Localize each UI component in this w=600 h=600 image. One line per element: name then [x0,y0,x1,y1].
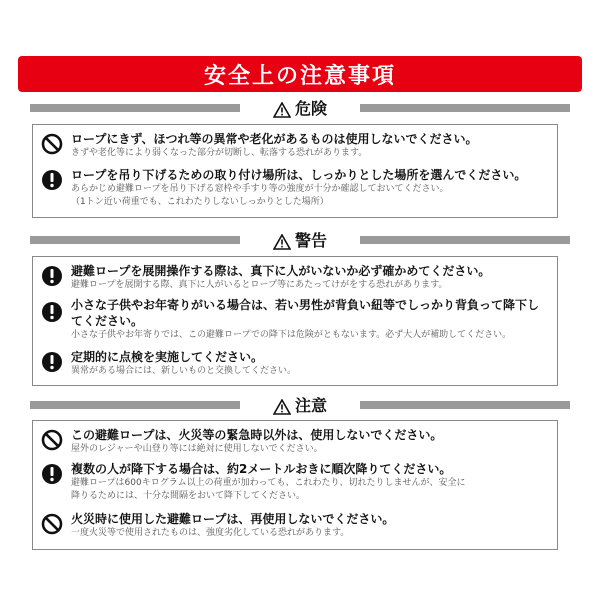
mandatory-icon [41,463,63,485]
item-text: ロープにきず、ほつれ等の異常や老化があるものは使用しないでください。 [71,132,478,146]
item-note: あらかじめ避難ロープを吊り下げる窓枠や手すり等の強度が十分か確認しておいてください。 [71,184,449,194]
list-item [33,427,442,456]
section-header-caution [18,397,582,413]
mandatory-icon [41,301,63,323]
list-item [33,349,296,378]
item-text: 火災時に使用した避難ロープは、再使用しないでください。 [71,512,395,526]
section-box-warning [32,256,558,386]
item-text: ロープを吊り下げるための取り付け場所は、しっかりとした場所を選んでください。 [71,168,527,182]
mandatory-icon [41,351,63,373]
item-note: 小さな子供やお年寄りでは、この避難ロープでの降下は危険がともないます。必ず大人が補助してください。 [71,330,512,340]
section-label: 注意 [294,396,327,415]
item-note: きずや老化等により弱くなった部分が切断し、転落する恐れがあります。 [71,148,368,158]
prohibition-icon [41,133,63,155]
list-item [33,167,526,209]
list-item [33,461,466,503]
section-header-danger [18,100,582,116]
item-note: 避難ロープを展開する際、真下に人がいるとロープ等にあたってけがをする恐れがあります。 [71,280,448,290]
item-note: 屋外のレジャーや山登り等には絶対に使用しないでください。 [71,444,323,454]
list-item [33,263,490,292]
item-text: 複数の人が降下する場合は、約2メートルおきに順次降りてください。 [71,462,452,476]
warning-triangle-icon [273,234,291,250]
section-label: 危険 [294,99,327,118]
title-banner [18,56,582,92]
section-box-danger [32,124,558,218]
item-note: 一度火災等で使用されたものは、強度劣化している恐れがあります。 [71,528,350,538]
item-note: 異常がある場合には、新しいものと交換してください。 [71,366,297,376]
list-item [33,297,546,342]
warning-triangle-icon [273,399,291,415]
item-text: 避難ロープを展開操作する際は、真下に人がいないか必ず確かめてください。 [71,264,491,278]
mandatory-icon [41,265,63,287]
item-note: 避難ロープは600キログラム以上の荷重が加わっても、これわたり、切れたりしませんが、安全に [71,478,466,488]
list-item [33,511,394,540]
page-title: 安全上の注意事項 [203,63,396,89]
mandatory-icon [41,169,63,191]
item-text: 小さな子供やお年寄りがいる場合は、若い男性が背負い紐等でしっかり背負って降下してください。 [71,298,540,328]
list-item [33,131,477,160]
prohibition-icon [41,429,63,451]
prohibition-icon [41,513,63,535]
section-header-warning [18,232,582,248]
item-text: この避難ロープは、火災等の緊急時以外は、使用しないでください。 [71,428,443,442]
warning-triangle-icon [273,102,291,118]
item-note: （1トン近い荷重でも、これわたりしないしっかりとした場所） [71,197,329,207]
item-note: 降りるためには、十分な間隔をおいて降下してください。 [71,491,306,501]
section-label: 警告 [294,231,327,250]
section-box-caution [32,420,558,550]
item-text: 定期的に点検を実施してください。 [71,350,264,364]
